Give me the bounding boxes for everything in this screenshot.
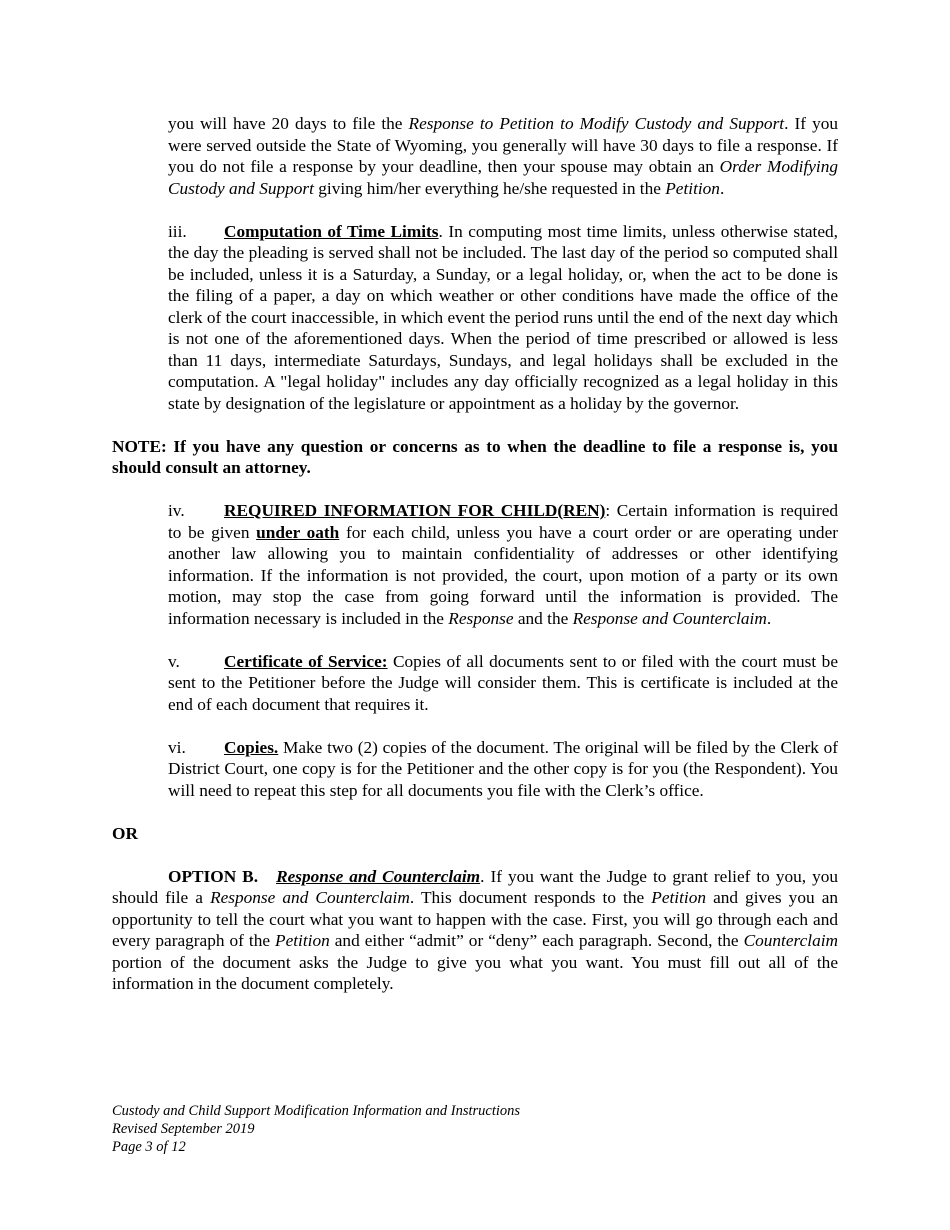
intro-italic-response: Response to Petition to Modify Custody and Support [408,114,785,133]
section-v-body: Copies of all documents sent to or filed with the court must be sent to the Petitioner before the Judge will consider them. This is certificate is included at the end of each document that requires it. [168,651,838,714]
intro-text-1: you will have 20 days to file the [168,114,409,133]
intro-italic-order: Order Modifying Custody and Support [168,157,838,198]
section-iv-under-oath: under oath [256,522,340,542]
option-b-text-2: . This document responds to the [409,888,652,907]
intro-text-2: . If you were served outside the State of Wyoming, you generally will have 30 days to file a response. If you do not file a response by your deadline, then your spouse may obtain an [168,114,838,176]
section-vi-number: vi. [168,737,186,757]
section-iv-text-3: and the [513,608,573,628]
section-iii-heading: Computation of Time Limits [224,221,439,241]
intro-paragraph [168,113,838,199]
section-vi [168,737,838,802]
section-iii-number: iii. [168,221,187,241]
option-b-italic-petition-2: Petition [275,931,330,950]
section-vi-heading: Copies. [224,737,279,757]
option-b-text-4: and either “admit” or “deny” each paragraph. Second, the [329,931,744,950]
note-paragraph: NOTE: If you have any question or concerns as to when the deadline to file a response is, you should consult an attorney. [112,436,838,477]
option-b-italic-petition-1: Petition [651,888,706,907]
option-b-italic-response: Response and Counterclaim [210,888,410,907]
section-iv [168,500,838,629]
section-v-heading: Certificate of Service: [224,651,388,671]
option-b-label: OPTION B. [168,866,259,886]
option-b-paragraph [112,866,838,995]
section-v [168,651,838,716]
section-iii [168,221,838,415]
intro-italic-petition: Petition [665,178,720,198]
section-iv-text-4: . [766,608,772,628]
section-iii-body: . In computing most time limits, unless otherwise stated, the day the pleading is served shall not be included. The last day of the period so computed shall be included, unless it is a Saturday, a Sunday, or a legal holiday, or, when the act to be done is the filing of a paper, a day on which weather or other conditions have made the office of the clerk of the court inaccessible, in which event the period runs until the end of the next day which is not one of the aforementioned days. When the period of time prescribed or allowed is less than 11 days, intermediate Saturdays, Sundays, and legal holidays shall be excluded in the computation. A "legal holiday" includes any day officially recognized as a legal holiday in this state by designation of the legislature or appointment as a holiday by the governor. [168,221,838,413]
section-iv-number: iv. [168,501,185,520]
option-b-title: Response and Counterclaim [276,866,481,886]
or-label: OR [112,823,138,843]
option-b-text-3: and gives you an opportunity to tell the court what you want to happen with the case. First, you will go through each and every paragraph of the [112,888,839,950]
page-body [112,113,838,995]
section-iv-heading: REQUIRED INFORMATION FOR CHILD(REN) [224,501,606,520]
footer-revised: Revised September 2019 [112,1121,255,1137]
option-b-text-5: portion of the document asks the Judge to give you what you want. You must fill out all of the information in the document completely. [112,952,838,993]
section-iv-text-1: : Certain information is required to be given [168,501,839,542]
page-footer [112,1102,520,1156]
section-iv-italic-response: Response [448,608,514,628]
intro-text-3: giving him/her everything he/she requested in the [313,178,666,198]
section-vi-body: Make two (2) copies of the document. The original will be filed by the Clerk of District Court, one copy is for the Petitioner and the other copy is for you (the Respondent). You will need to repeat this step for all documents you file with the Clerk’s office. [168,737,838,800]
intro-text-4: . [719,178,725,198]
section-iv-text-2: for each child, unless you have a court order or are operating under another law allowing you to maintain confidentiality of addresses or other identifying information. If the information is not provided, the court, upon motion of a party or its own motion, may stop the case from going forward until the information is provided. The information necessary is included in the [168,522,838,628]
footer-page-number: Page 3 of 12 [112,1139,186,1155]
option-b-text-1: . If you want the Judge to grant relief to you, you should file a [112,866,838,907]
section-iv-italic-counterclaim: Response and Counterclaim [572,608,767,628]
section-v-number: v. [168,651,180,671]
option-b-italic-counterclaim: Counterclaim [743,931,838,950]
footer-title: Custody and Child Support Modification Information and Instructions [112,1103,521,1119]
